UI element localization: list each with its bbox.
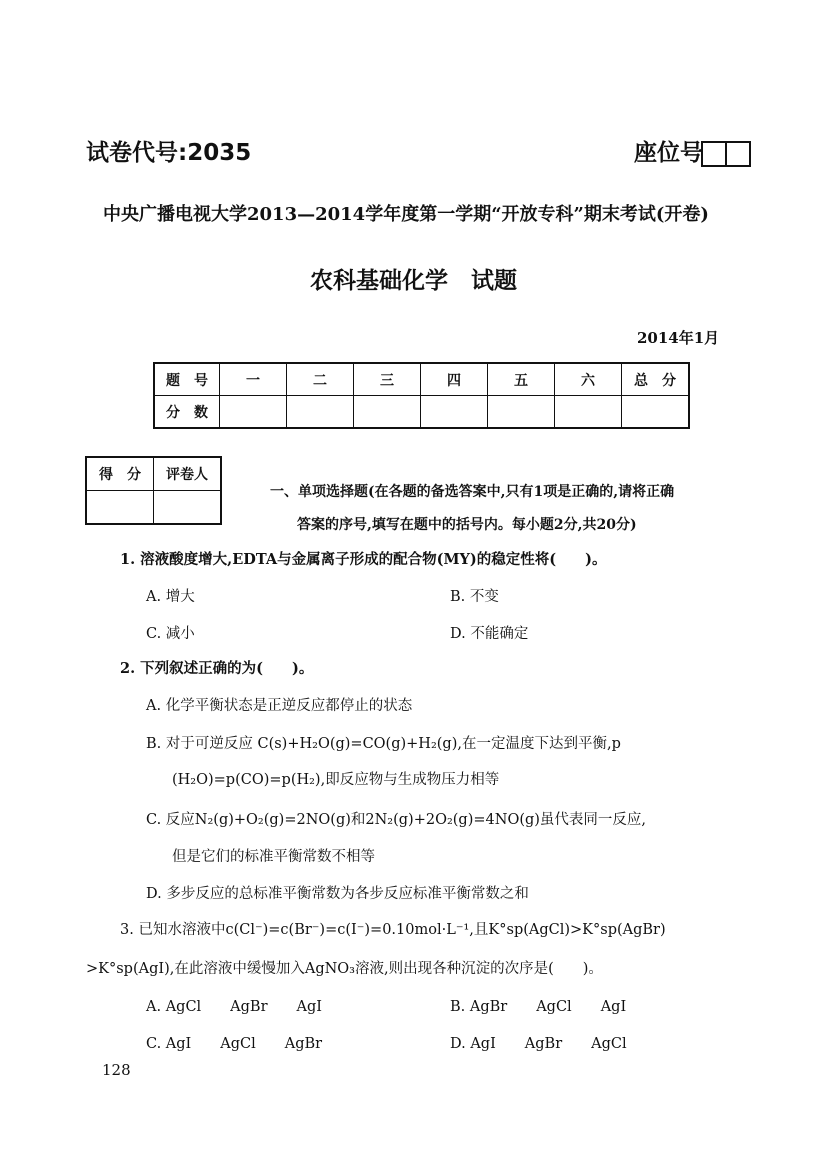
question-1-option-c: C. 减小 — [146, 626, 195, 642]
score-cell — [220, 396, 287, 429]
column-label: 二 — [287, 363, 354, 396]
score-table — [153, 362, 690, 429]
score-cell — [354, 396, 421, 429]
question-3-option-d: D. AgI AgBr AgCl — [450, 1036, 627, 1052]
paper-code: 试卷代号:2035 — [86, 140, 252, 166]
question-2-option-d: D. 多步反应的总标准平衡常数为各步反应标准平衡常数之和 — [146, 886, 529, 902]
grader-score-label: 得 分 — [86, 457, 154, 491]
section-heading: 一、单项选择题(在各题的备选答案中,只有1项是正确的,请将正确 — [270, 484, 675, 500]
subject-title: 农科基础化学 试题 — [310, 268, 517, 294]
question-1-stem: 1. 溶液酸度增大,EDTA与金属离子形成的配合物(MY)的稳定性将( )。 — [120, 551, 607, 568]
score-cell — [287, 396, 354, 429]
question-3-option-b: B. AgBr AgCl AgI — [450, 999, 627, 1015]
exam-date: 2014年1月 — [637, 329, 720, 347]
question-3-option-a: A. AgCl AgBr AgI — [146, 999, 322, 1015]
question-2-option-b: B. 对于可逆反应 C(s)+H₂O(g)=CO(g)+H₂(g),在一定温度下达到平衡,p — [146, 736, 621, 752]
question-2-option-a: A. 化学平衡状态是正逆反应都停止的状态 — [146, 698, 413, 714]
total-label: 总 分 — [622, 363, 690, 396]
column-label: 六 — [555, 363, 622, 396]
column-label: 一 — [220, 363, 287, 396]
grader-name-label: 评卷人 — [154, 457, 222, 491]
grader-name-cell — [154, 491, 222, 525]
question-2-stem: 2. 下列叙述正确的为( )。 — [120, 660, 314, 677]
exam-title: 中央广播电视大学2013—2014学年度第一学期“开放专科”期末考试(开卷) — [103, 204, 709, 225]
score-cell — [555, 396, 622, 429]
seat-box — [725, 141, 751, 167]
seat-number-field — [634, 134, 751, 167]
score-table-score-row — [154, 396, 689, 429]
seat-box — [701, 141, 727, 167]
question-number-label: 题 号 — [154, 363, 220, 396]
grader-score-cell — [86, 491, 154, 525]
score-cell — [622, 396, 690, 429]
seat-label: 座位号 — [634, 140, 703, 166]
column-label: 四 — [421, 363, 488, 396]
grader-table — [85, 456, 222, 525]
question-1-option-b: B. 不变 — [450, 589, 499, 605]
question-1-option-a: A. 增大 — [146, 589, 195, 605]
section-heading-continued: 答案的序号,填写在题中的括号内。每小题2分,共20分) — [297, 517, 637, 533]
question-3-option-c: C. AgI AgCl AgBr — [146, 1036, 323, 1052]
question-2-option-c-continued: 但是它们的标准平衡常数不相等 — [172, 849, 375, 865]
question-3-stem: 3. 已知水溶液中c(Cl⁻)=c(Br⁻)=c(I⁻)=0.10mol·L⁻¹,且K°sp(AgCl)>K°sp(AgBr) — [120, 922, 666, 938]
question-2-option-b-continued: (H₂O)=p(CO)=p(H₂),即反应物与生成物压力相等 — [172, 772, 500, 788]
question-1-option-d: D. 不能确定 — [450, 626, 529, 642]
question-3-stem-continued: >K°sp(AgI),在此溶液中缓慢加入AgNO₃溶液,则出现各种沉淀的次序是( )。 — [86, 961, 603, 977]
column-label: 五 — [488, 363, 555, 396]
page-number: 128 — [102, 1061, 131, 1079]
score-table-header-row — [154, 363, 689, 396]
question-2-option-c: C. 反应N₂(g)+O₂(g)=2NO(g)和2N₂(g)+2O₂(g)=4NO(g)虽代表同一反应, — [146, 812, 647, 828]
score-cell — [488, 396, 555, 429]
score-cell — [421, 396, 488, 429]
score-label: 分 数 — [154, 396, 220, 429]
column-label: 三 — [354, 363, 421, 396]
